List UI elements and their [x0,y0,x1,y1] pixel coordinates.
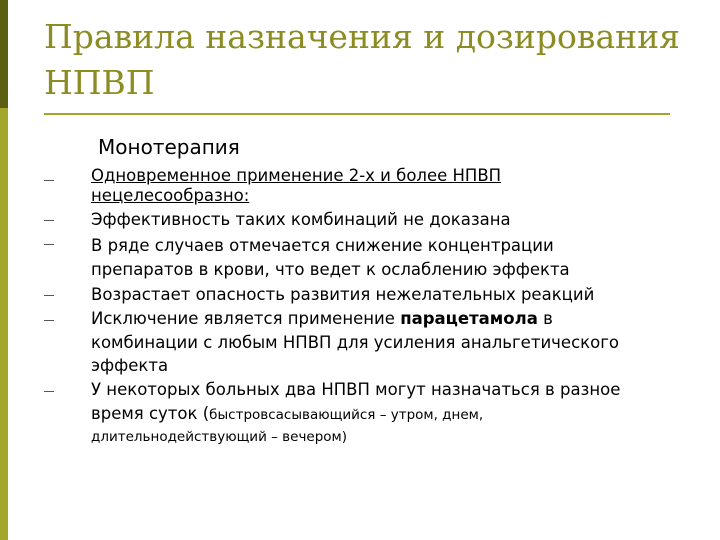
slide-title-line2: НПВП [44,63,155,102]
bullet-6-small-text: быстровсасывающийся – утром, днем, [209,407,484,423]
section-heading: Монотерапия [98,135,240,159]
bullet-3-line-1: В ряде случаев отмечается снижение концентрации [91,236,554,255]
title-divider [44,113,670,115]
bullet-dash [44,320,54,321]
side-accent-bar-dark [0,0,8,108]
slide-title-line1: Правила назначения и дозирования [44,17,680,56]
bullet-2-line-1: Эффективность таких комбинаций не доказана [91,210,511,229]
bullet-6-line-2 [91,403,483,426]
bullet-dash [44,244,54,245]
bullet-5-bold-term: парацетамола [400,309,538,328]
bullet-4-line-1: Возрастает опасность развития нежелательных реакций [91,285,595,304]
bullet-5-prefix: Исключение является применение [91,309,401,328]
bullet-6-line-1: У некоторых больных два НПВП могут назначаться в разное [91,380,621,399]
slide-title [44,14,684,106]
bullet-5-line-3: эффекта [91,356,169,375]
bullet-6-prefix: время суток ( [91,404,210,423]
bullet-dash [44,220,54,221]
bullet-3-line-2: препаратов в крови, что ведет к ослаблению эффекта [91,260,570,279]
bullet-1-line-1: Одновременное применение 2-х и более НПВП [91,166,502,185]
bullet-5-line-1 [91,308,553,330]
bullet-5-suffix: в [537,309,553,328]
bullet-dash [44,180,54,181]
bullet-dash [44,391,54,392]
bullet-dash [44,295,54,296]
bullet-5-line-2: комбинации с любым НПВП для усиления анальгетического [91,333,619,352]
side-accent-bar-light [0,108,8,540]
bullet-6-line-3: длительнодействующий – вечером) [91,429,348,445]
bullet-1-line-2: нецелесообразно: [91,186,250,205]
